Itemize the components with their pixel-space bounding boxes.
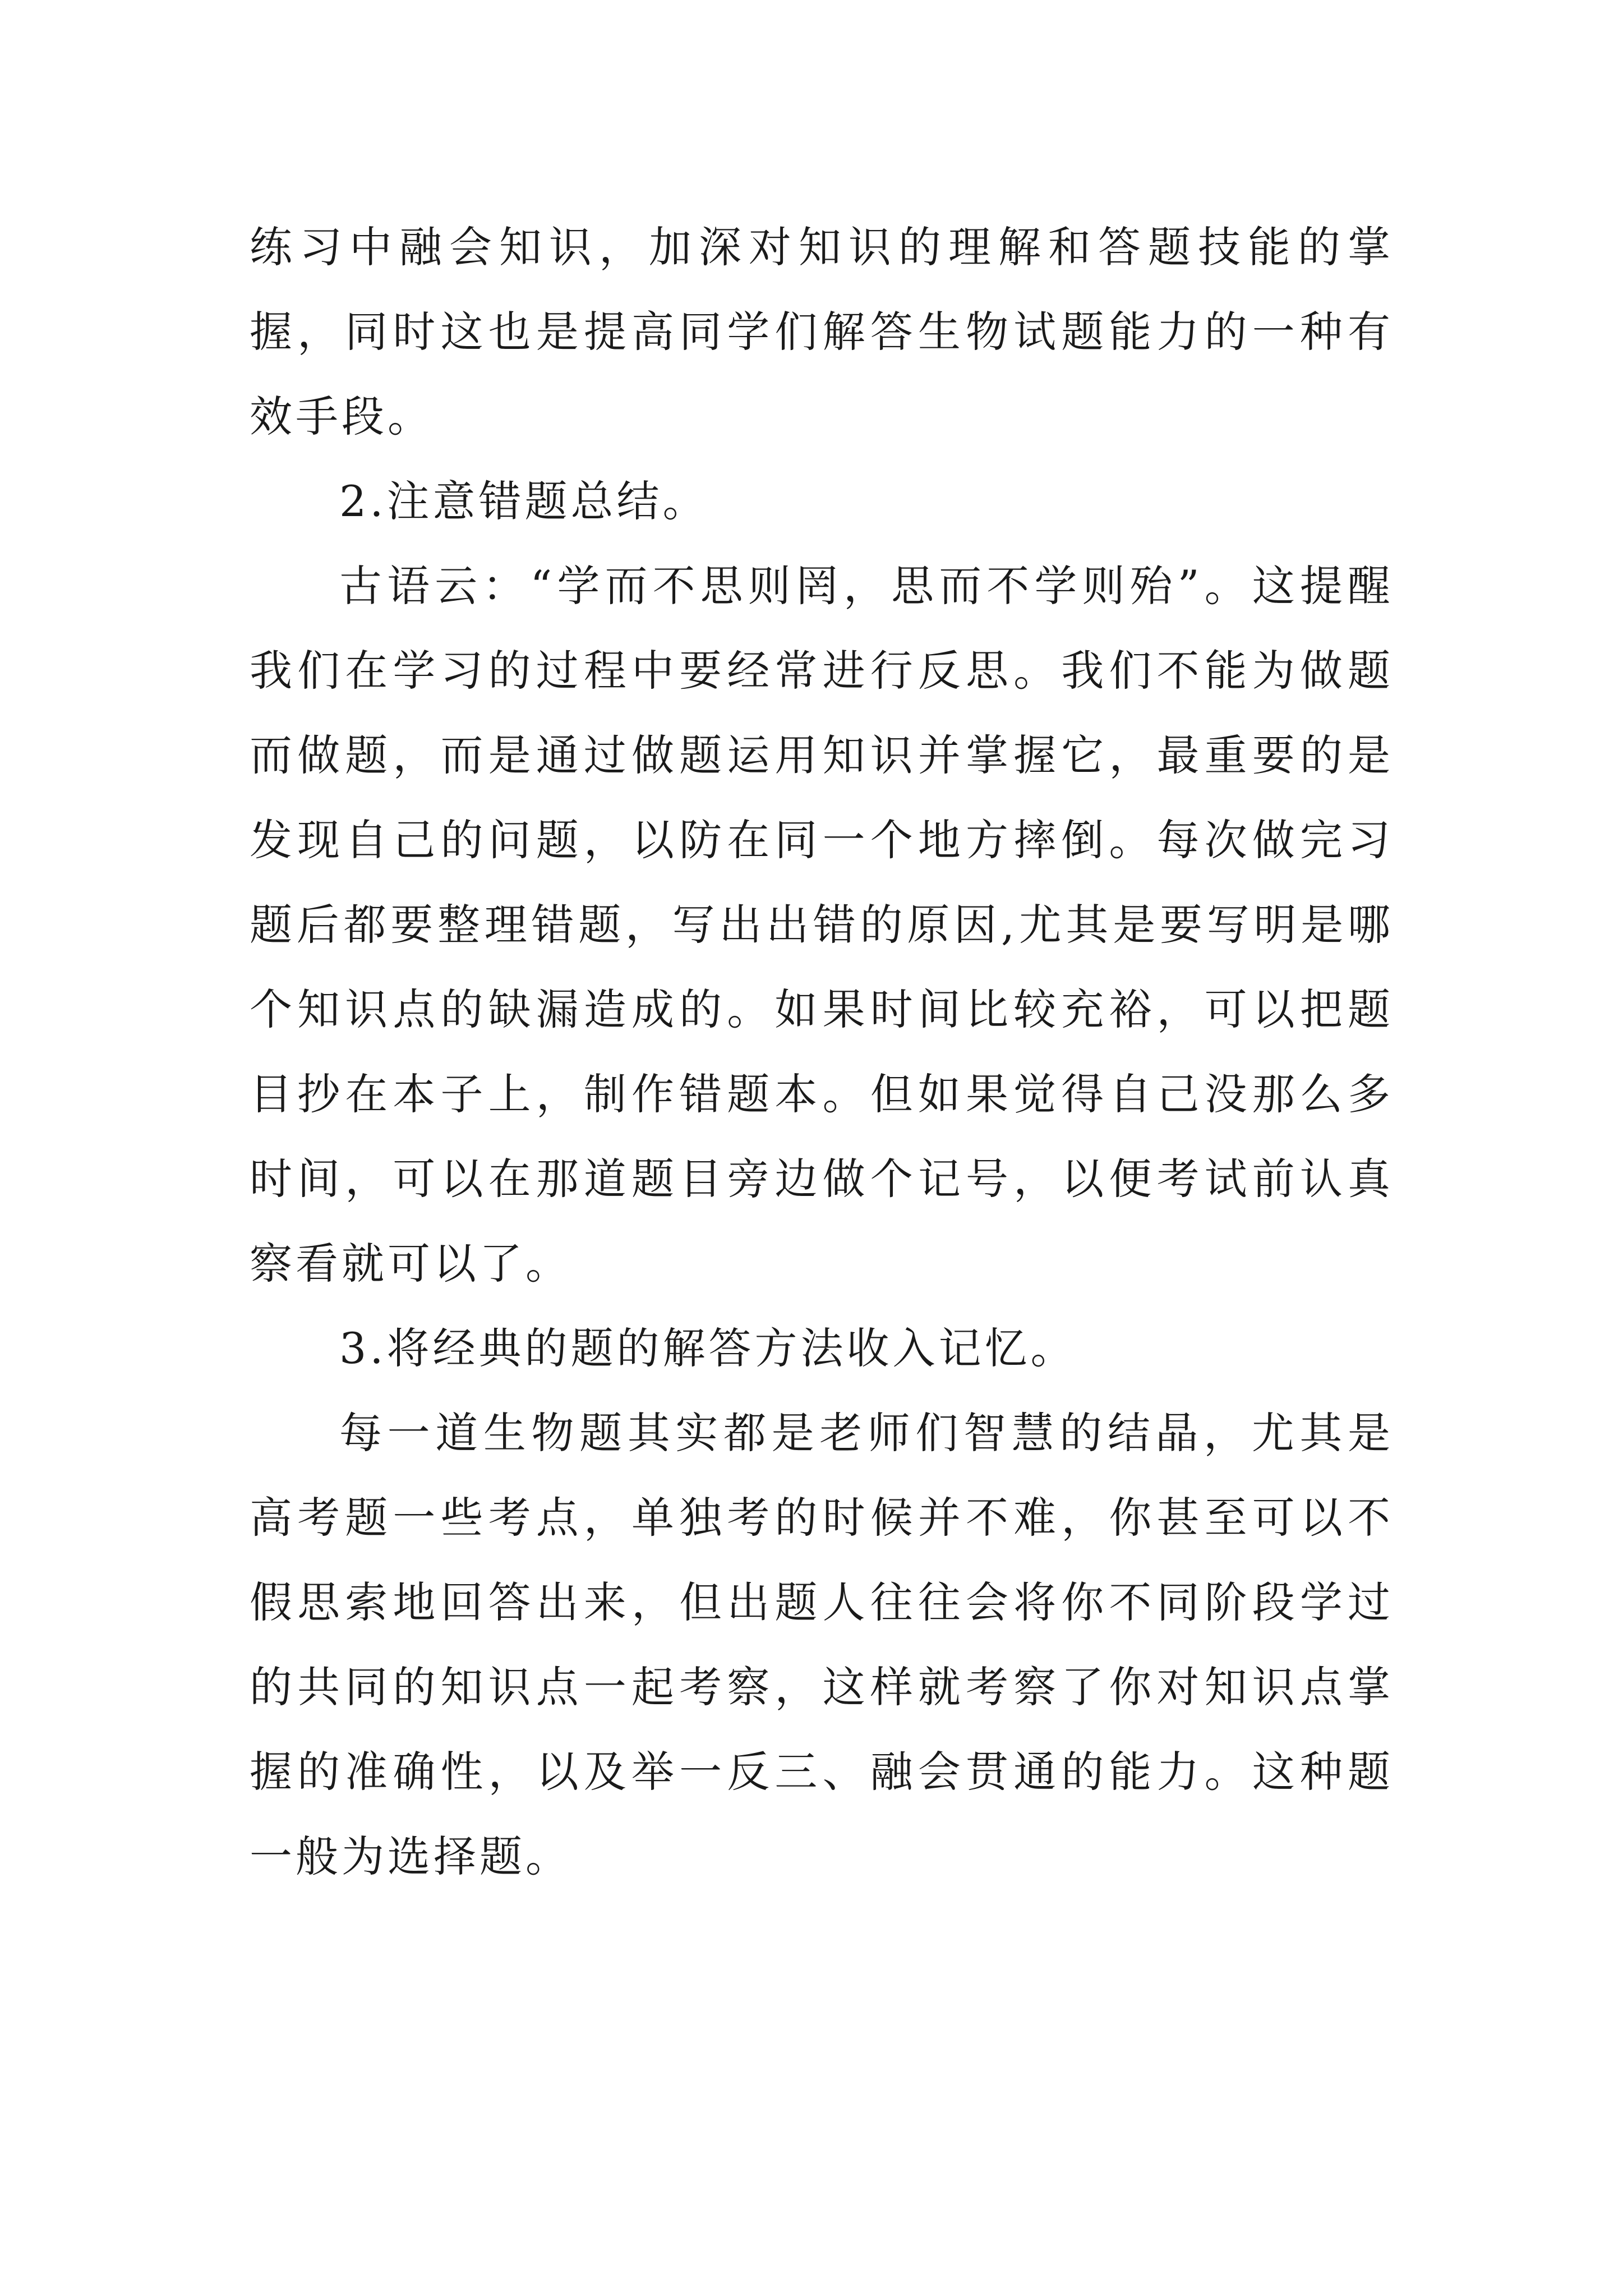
section-heading-classic-methods: 3.将经典的题的解答方法收入记忆。: [339, 1323, 1077, 1373]
paragraph-classic-methods: 每一道生物题其实都是老师们智慧的结晶，尤其是高考题一些考点，单独考的时候并不难，你甚至可以不假思索地回答出来，但出题人往往会将你不同阶段学过的共同的知识点一起考察，这样就考察了你对知识点掌握的准确性，以及举一反三、融会贯通的能力。这种题一般为选择题。: [250, 1408, 1394, 1881]
paragraph-continuation: 练习中融会知识，加深对知识的理解和答题技能的掌握，同时这也是提高同学们解答生物试题能力的一种有效手段。: [250, 222, 1394, 441]
document-body: [250, 205, 1394, 1899]
section-heading-wrong-answers: 2.注意错题总结。: [339, 476, 709, 526]
paragraph-wrong-answers: 古语云：“学而不思则罔，思而不学则殆”。这提醒我们在学习的过程中要经常进行反思。我们不能为做题而做题，而是通过做题运用知识并掌握它，最重要的是发现自己的问题，以防在同一个地方摔倒。每次做完习题后都要整理错题，写出出错的原因,尤其是要写明是哪个知识点的缺漏造成的。如果时间比较充裕，可以把题目抄在本子上，制作错题本。但如果觉得自己没那么多时间，可以在那道题目旁边做个记号，以便考试前认真察看就可以了。: [250, 561, 1394, 1289]
